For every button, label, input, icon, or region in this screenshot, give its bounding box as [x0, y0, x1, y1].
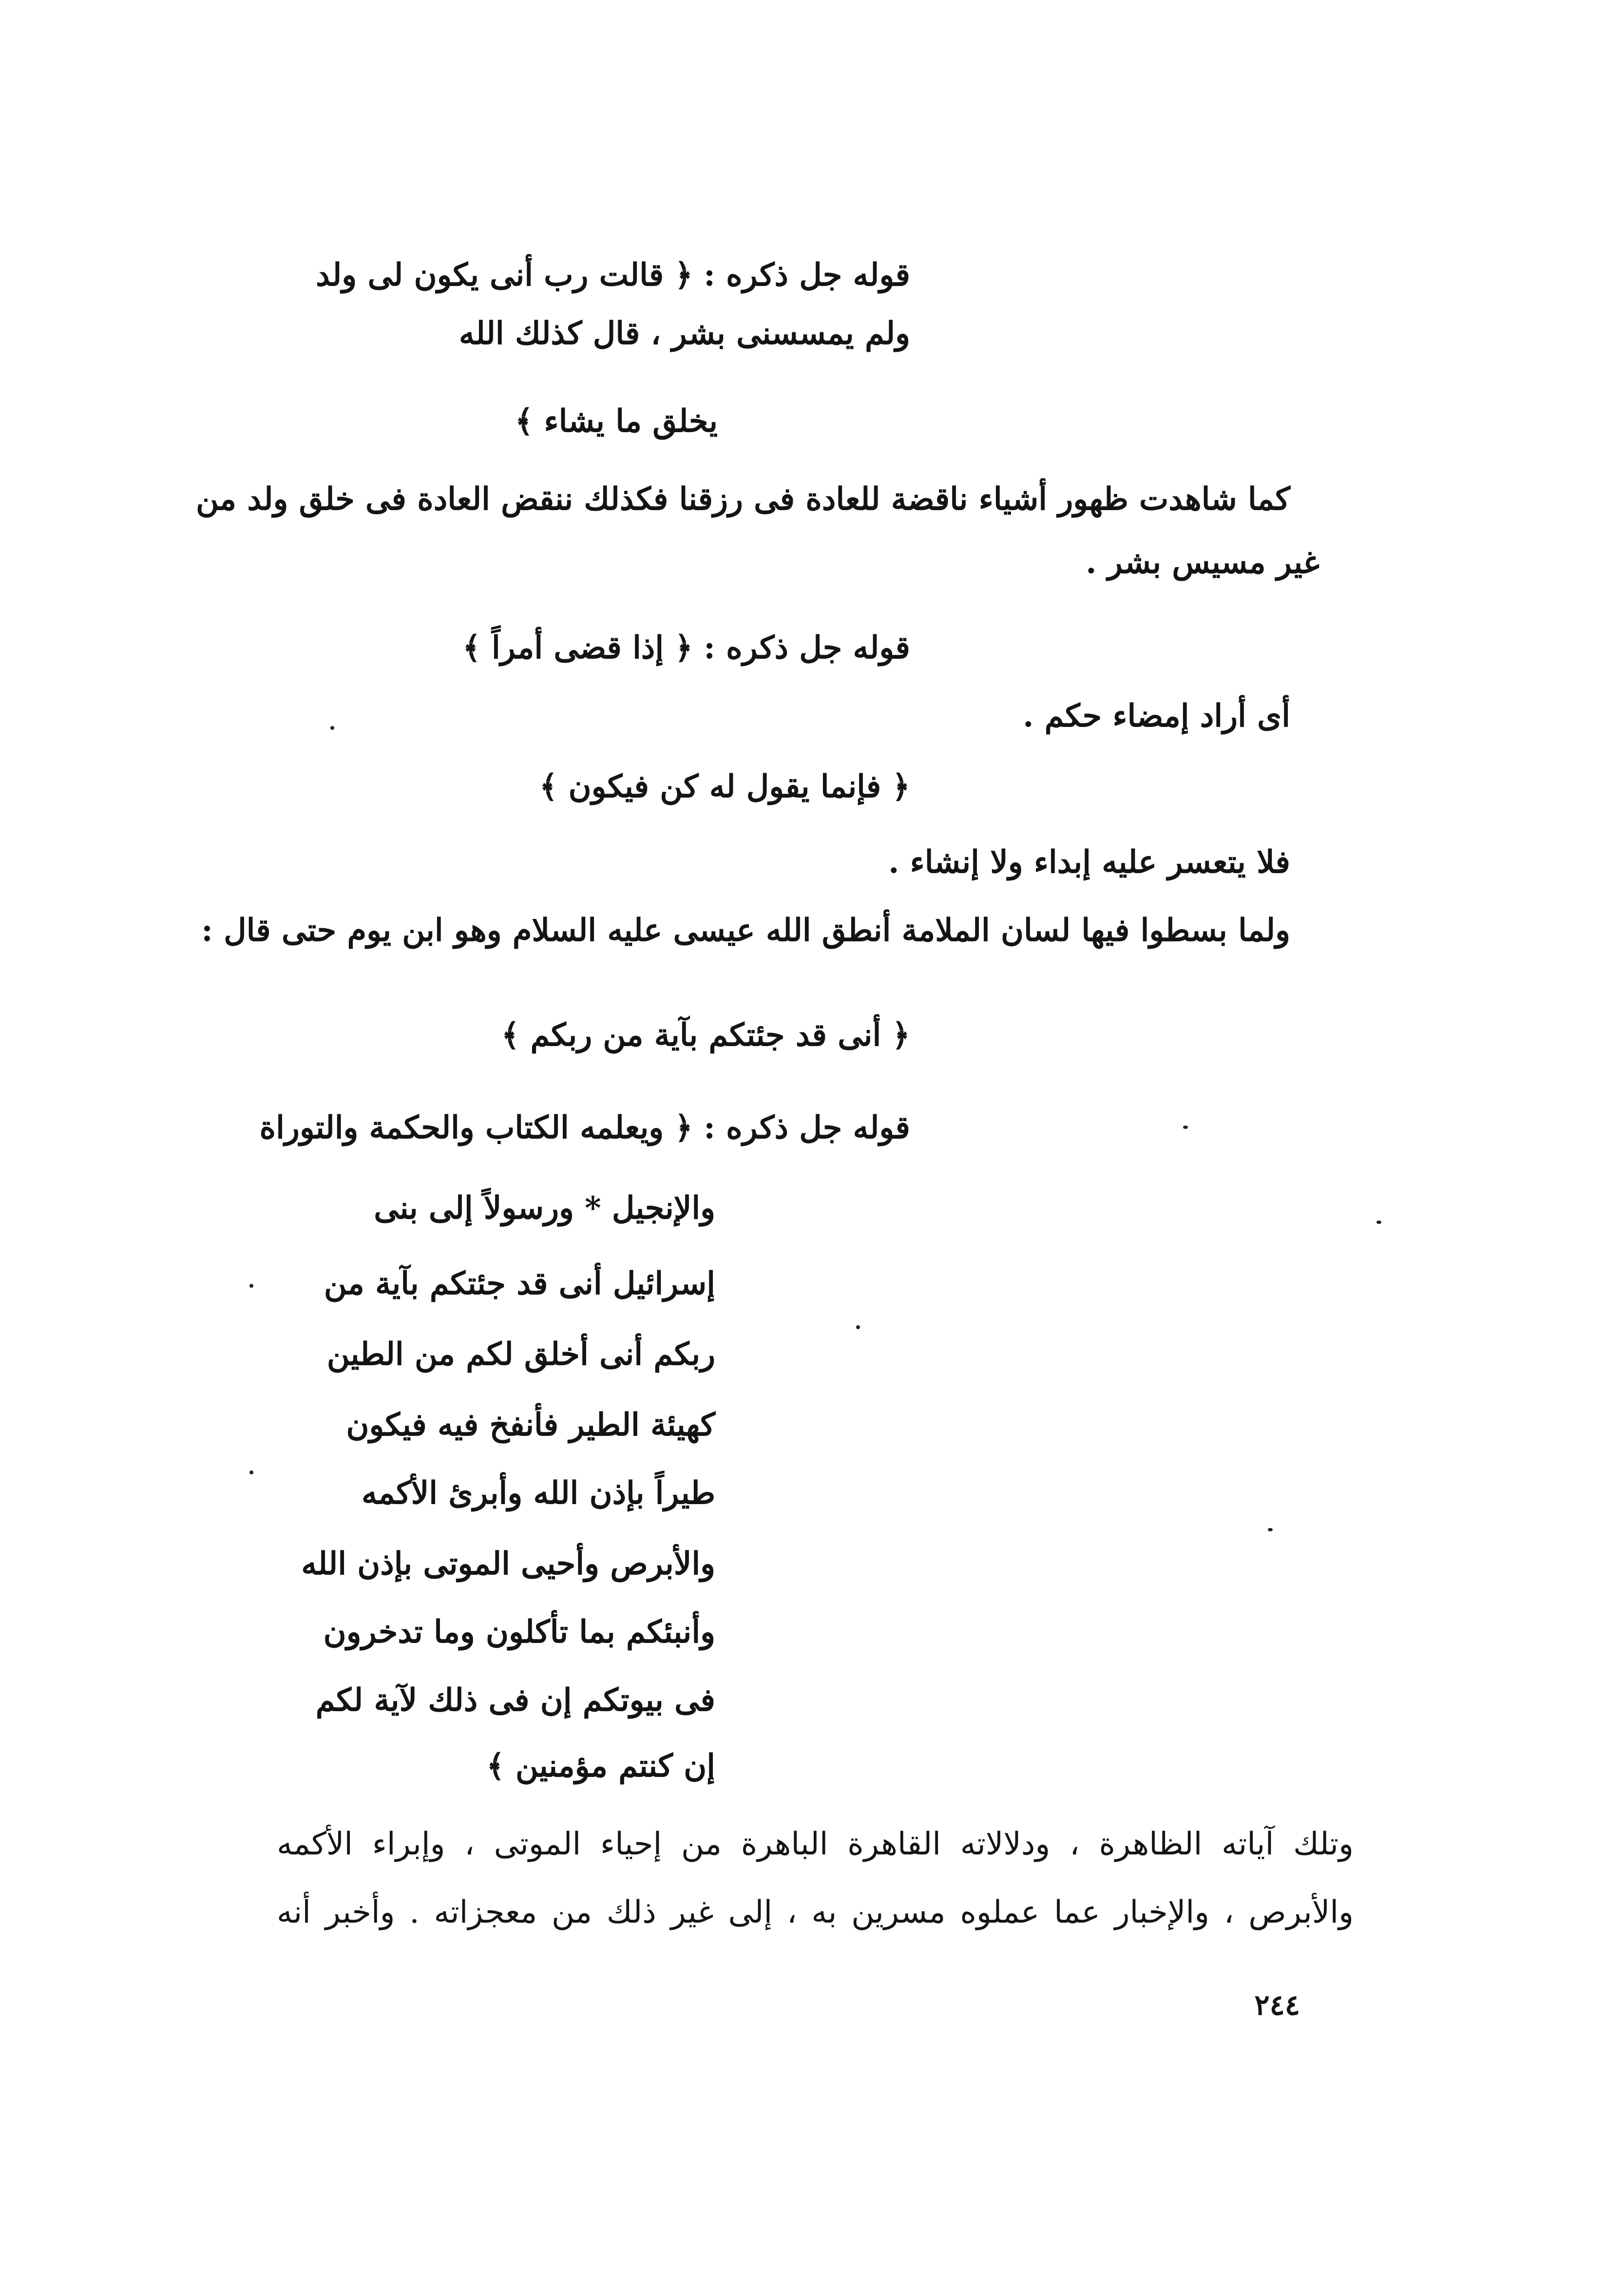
text-line-5: غير مسيس بشر . — [1086, 544, 1319, 581]
text-line-23: والأبرص ، والإخبار عما عملوه مسرين به ، إلى غير ذلك من معجزاته . وأخبر أنه — [277, 1894, 1354, 1930]
text-line-10: ولما بسطوا فيها لسان الملامة أنطق الله عيسى عليه السلام وهو ابن يوم حتى قال : — [201, 912, 1290, 949]
text-line-13: والإنجيل * ورسولاً إلى بنى — [374, 1190, 715, 1226]
text-line-12: قوله جل ذكره : ﴿ ويعلمه الكتاب والحكمة والتوراة — [259, 1109, 910, 1146]
text-line-3: يخلق ما يشاء ﴾ — [515, 403, 718, 439]
scan-speck — [856, 1325, 860, 1329]
text-line-1: قوله جل ذكره : ﴿ قالت رب أنى يكون لى ولد — [316, 257, 910, 293]
text-line-7: أى أراد إمضاء حكم . — [1023, 698, 1290, 734]
page-number: ٢٤٤ — [1254, 1988, 1300, 2022]
scan-speck — [330, 726, 334, 730]
scan-speck — [249, 1284, 253, 1288]
scan-speck — [1376, 1221, 1381, 1224]
scan-speck — [1183, 1126, 1188, 1129]
scan-speck — [1268, 1528, 1273, 1531]
text-line-8: ﴿ فإنما يقول له كن فيكون ﴾ — [539, 768, 910, 805]
scan-speck — [249, 1470, 253, 1474]
text-line-14: إسرائيل أنى قد جئتكم بآية من — [324, 1265, 715, 1302]
text-line-11: ﴿ أنى قد جئتكم بآية من ربكم ﴾ — [501, 1017, 910, 1053]
text-line-19: وأنبئكم بما تأكلون وما تدخرون — [323, 1614, 715, 1650]
text-line-6: قوله جل ذكره : ﴿ إذا قضى أمراً ﴾ — [462, 630, 910, 666]
text-line-15: ربكم أنى أخلق لكم من الطين — [326, 1336, 715, 1373]
text-line-2: ولم يمسسنى بشر ، قال كذلك الله — [459, 315, 910, 352]
text-line-16: كهيئة الطير فأنفخ فيه فيكون — [346, 1407, 715, 1443]
text-line-21: إن كنتم مؤمنين ﴾ — [486, 1748, 715, 1784]
text-line-20: فى بيوتكم إن فى ذلك لآية لكم — [315, 1682, 715, 1718]
text-line-9: فلا يتعسر عليه إبداء ولا إنشاء . — [888, 844, 1290, 880]
text-line-4: كما شاهدت ظهور أشياء ناقضة للعادة فى رزقنا فكذلك ننقض العادة فى خلق ولد من — [196, 481, 1290, 517]
text-line-17: طيراً بإذن الله وأبرئ الأكمه — [361, 1475, 715, 1511]
text-line-18: والأبرص وأحيى الموتى بإذن الله — [301, 1546, 715, 1582]
text-line-22: وتلك آياته الظاهرة ، ودلالاته القاهرة الباهرة من إحياء الموتى ، وإبراء الأكمه — [277, 1826, 1354, 1862]
